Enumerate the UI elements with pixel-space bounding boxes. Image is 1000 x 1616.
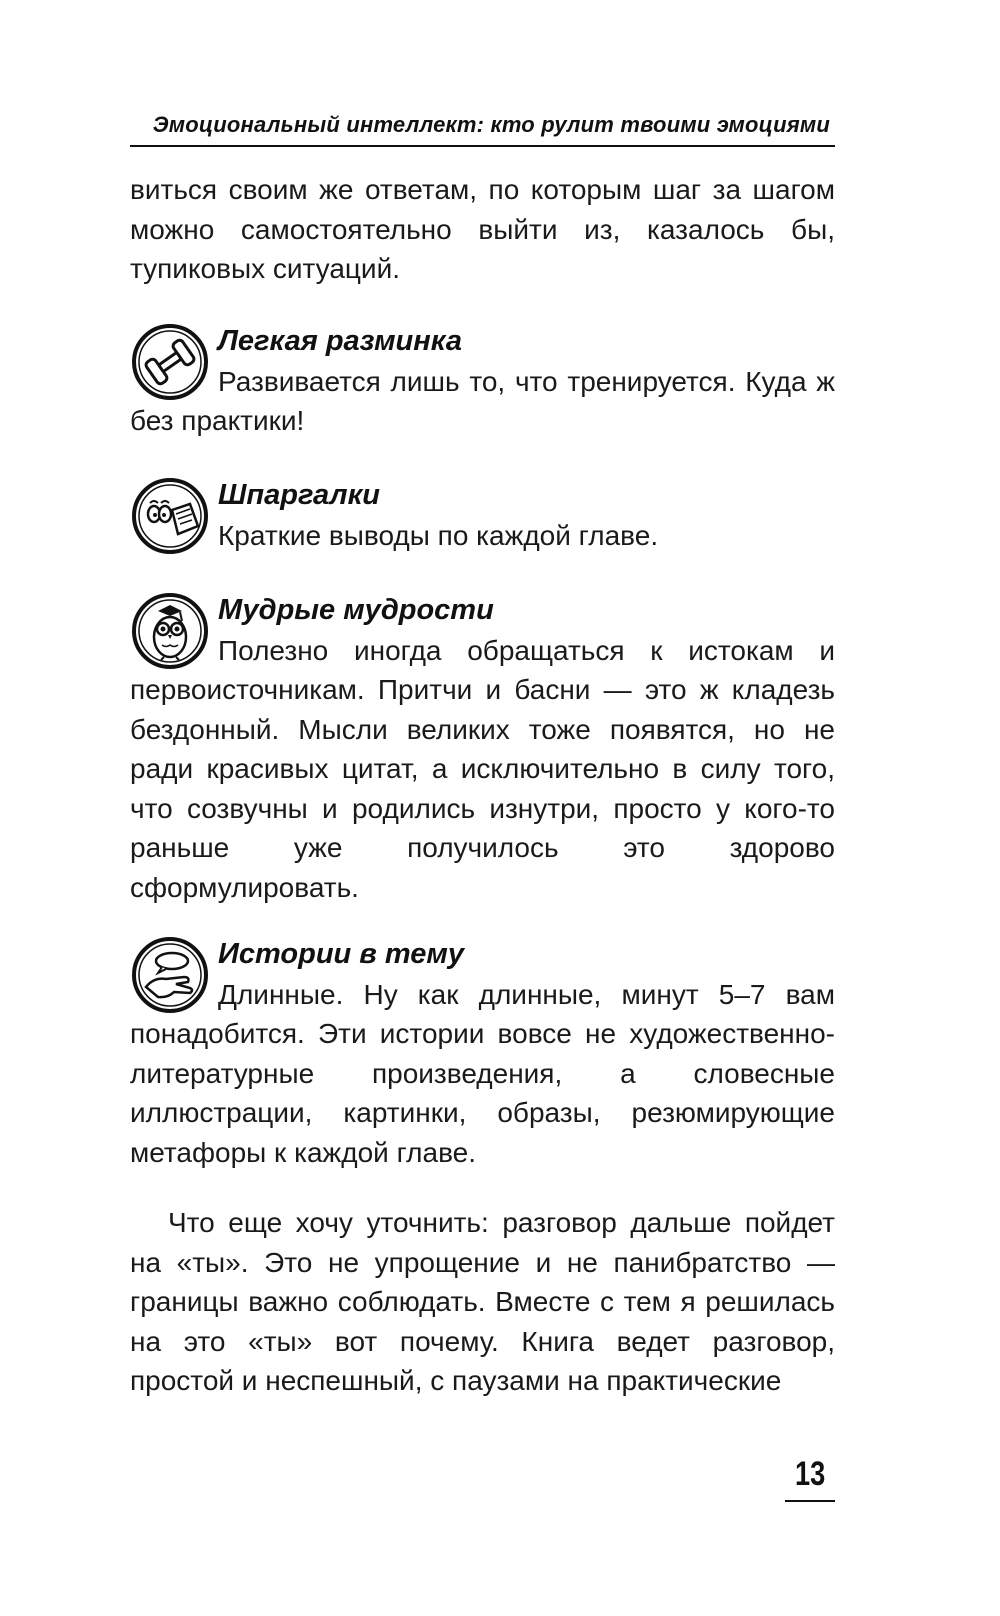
section-text: Полезно иногда обращаться к истокам и первоисточникам. Притчи и басни — это ж кладезь бездонный. Мысли великих тоже появятся, но не ради красивых цитат, а исключительно в силу того, что созвучны и родились изнутри, просто у кого-то раньше уже получилось это здорово сформулировать. bbox=[130, 634, 835, 903]
running-head-title: Эмоциональный интеллект: кто рулит твоими эмоциями bbox=[152, 112, 830, 137]
cheat-sheet-icon bbox=[130, 476, 210, 556]
speech-hand-icon bbox=[130, 935, 210, 1015]
section-stories bbox=[130, 935, 835, 1172]
section-text: Развивается лишь то, что тренируется. Куда ж без практики! bbox=[130, 365, 835, 436]
header-rule bbox=[130, 145, 835, 147]
section-text: Краткие выводы по каждой главе. bbox=[218, 519, 659, 551]
section-text: Длинные. Ну как длинные, минут 5–7 вам понадобится. Эти истории вовсе не художественно-литературные произведения, а словесные иллюстрации, картинки, образы, резюмирующие метафоры к каждой главе. bbox=[130, 978, 835, 1168]
section-title: Мудрые мудрости bbox=[218, 594, 494, 626]
intro-paragraph: виться своим же ответам, по которым шаг за шагом можно самостоятельно выйти из, казалось бы, тупиковых ситуаций. bbox=[130, 174, 835, 284]
section-wisdom bbox=[130, 591, 835, 907]
footer-rule bbox=[785, 1500, 835, 1502]
section-cheat-sheets bbox=[130, 476, 835, 555]
section-title: Шпаргалки bbox=[218, 479, 380, 511]
dumbbell-icon bbox=[130, 322, 210, 402]
section-warmup bbox=[130, 322, 835, 441]
section-title: Легкая разминка bbox=[218, 325, 462, 357]
closing-paragraph: Что еще хочу уточнить: разговор дальше пойдет на «ты». Это не упрощение и не панибратство — границы важно соблюдать. Вместе с тем я решилась на это «ты» вот почему. Книга ведет разговор, простой и неспешный, с паузами на практические bbox=[130, 1207, 835, 1396]
owl-icon bbox=[130, 591, 210, 671]
page-number: 13 bbox=[795, 1455, 826, 1493]
section-title: Истории в тему bbox=[218, 938, 464, 970]
